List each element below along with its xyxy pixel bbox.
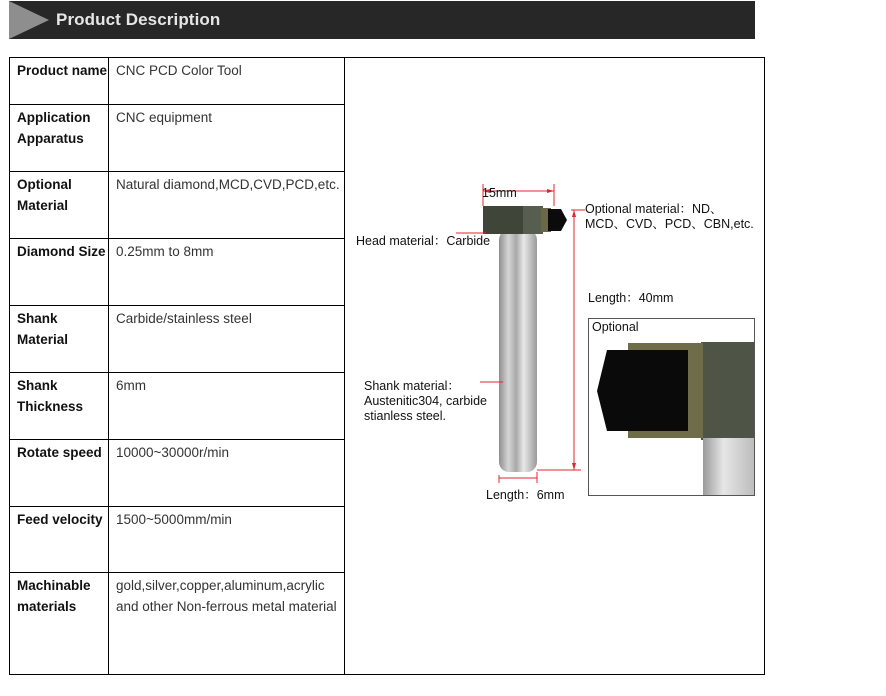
head-material-label: Head material：Carbide (356, 234, 491, 248)
spec-value: 0.25mm to 8mm (109, 239, 345, 306)
section-title: Product Description (56, 10, 221, 29)
spec-label: Shank Material (10, 306, 109, 373)
spec-value: 6mm (109, 373, 345, 440)
spec-value: CNC PCD Color Tool (109, 58, 345, 105)
tool-illustration-icon (345, 58, 764, 674)
spec-label: Rotate speed (10, 440, 109, 507)
spec-label: Shank Thickness (10, 373, 109, 440)
optional-material-label-line2: MCD、CVD、PCD、CBN,etc. (585, 217, 754, 231)
optional-material-label-line1: Optional material：ND、 (585, 202, 723, 216)
spec-value: 10000~30000r/min (109, 440, 345, 507)
spec-value: CNC equipment (109, 105, 345, 172)
tool-diagram (345, 58, 764, 674)
total-length-label: Length：40mm (588, 291, 674, 305)
table-row (10, 58, 765, 105)
spec-label: Feed velocity (10, 507, 109, 573)
shank-material-label-line2: Austenitic304, carbide (364, 394, 487, 408)
spec-value: gold,silver,copper,aluminum,acrylic and other Non-ferrous metal material (109, 573, 345, 675)
spec-label: Product name (10, 58, 109, 105)
spec-label: Application Apparatus (10, 105, 109, 172)
product-spec-table (9, 57, 765, 675)
spec-value: 1500~5000mm/min (109, 507, 345, 573)
shank-material-label-line1: Shank material： (364, 379, 460, 393)
inset-optional-label: Optional (592, 320, 639, 334)
spec-value: Natural diamond,MCD,CVD,PCD,etc. (109, 172, 345, 239)
section-header (9, 1, 755, 39)
shank-material-label-line3: stianless steel. (364, 409, 446, 423)
shank-length-label: Length：6mm (486, 488, 565, 502)
header-arrow-icon (9, 1, 49, 39)
spec-value: Carbide/stainless steel (109, 306, 345, 373)
head-width-label: 15mm (482, 186, 517, 200)
spec-label: Optional Material (10, 172, 109, 239)
spec-label: Machinable materials (10, 573, 109, 675)
spec-label: Diamond Size (10, 239, 109, 306)
diagram-cell (345, 58, 765, 675)
